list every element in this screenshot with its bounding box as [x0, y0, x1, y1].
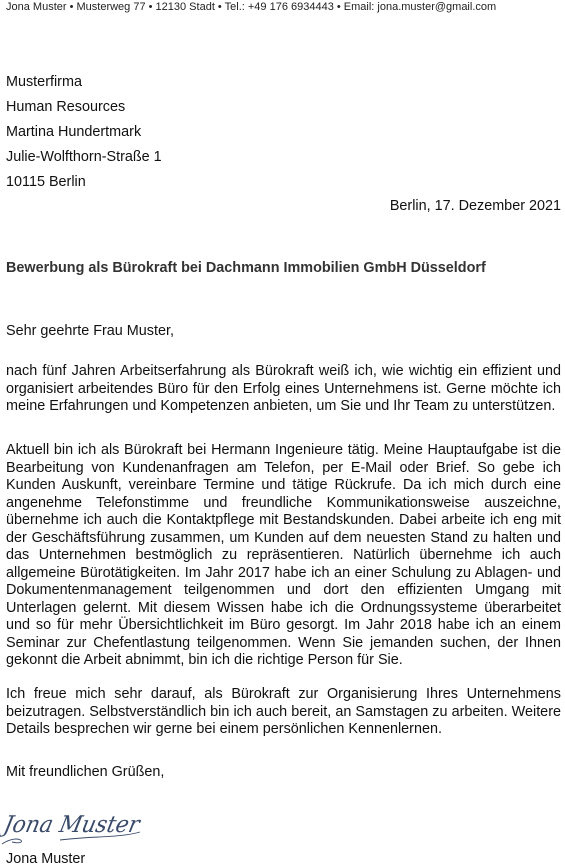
letter-subject: Bewerbung als Bürokraft bei Dachmann Immobilien GmbH Düsseldorf [6, 260, 486, 276]
recipient-street: Julie-Wolfthorn-Straße 1 [6, 149, 162, 165]
handwritten-signature [0, 802, 150, 850]
closing-phrase: Mit freundlichen Grüßen, [6, 764, 165, 780]
signer-name: Jona Muster [6, 851, 86, 867]
body-paragraph-2: Aktuell bin ich als Bürokraft bei Hermann Ingenieure tätig. Meine Hauptaufgabe ist die Bearbeitung von Kundenanfragen am Telefon, per E-Mail oder Brief. So gebe ich Kunden Auskunft, vereinbare Termine und tätige Rückrufe. Da ich mich durch eine angenehme Telefonstimme und freundliche Kommunikationsweise auszeichne, übernehme ich auch die Kontaktpflege mit Bestandskunden. Dabei arbeite ich eng mit der Geschäftsführung zusammen, um Kunden auf dem neuesten Stand zu halten und das Unternehmen bestmöglich zu repräsentieren. Natürlich übernehme ich auch allgemeine Bürotätigkeiten. Im Jahr 2017 habe ich an einer Schulung zu Ablagen- und Dokumentenmanagement teilgenommen und dort den effizienten Umgang mit Unterlagen gelernt. Mit diesem Wissen habe ich die Ordnungssysteme überarbeitet und so für mehr Übersichtlichkeit im Büro gesorgt. Im Jahr 2018 habe ich an einem Seminar zur Chefentlastung teilgenommen. Wenn Sie jemanden suchen, der Ihnen gekonnt die Arbeit abnimmt, bin ich die richtige Person für Sie. [6, 442, 561, 668]
recipient-name: Martina Hundertmark [6, 124, 142, 140]
letter-date: Berlin, 17. Dezember 2021 [389, 198, 561, 214]
signature-script: Jona Muster [1, 811, 150, 838]
body-paragraph-1: nach fünf Jahren Arbeitserfahrung als Bürokraft weiß ich, wie wichtig ein effizient und organisiert arbeitendes Büro für den Erfolg eines Unternehmens ist. Gerne möchte ich meine Erfahrungen und Kompetenzen anbieten, um Sie und Ihr Team zu unterstützen. [6, 363, 561, 414]
recipient-city: 10115 Berlin [6, 174, 86, 190]
salutation: Sehr geehrte Frau Muster, [6, 323, 174, 339]
recipient-company: Musterfirma [6, 74, 82, 90]
recipient-address-block [6, 70, 162, 195]
sender-address-line: Jona Muster • Musterweg 77 • 12130 Stadt • Tel.: +49 176 6934443 • Email: jona.muster@gmail.com [6, 1, 497, 13]
body-paragraph-3: Ich freue mich sehr darauf, als Bürokraft zur Organisierung Ihres Unternehmens beizutragen. Selbstverständlich bin ich auch bereit, an Samstagen zu arbeiten. Weitere Details besprechen wir gerne bei einem persönlichen Kennenlernen. [6, 686, 561, 737]
recipient-department: Human Resources [6, 99, 126, 115]
